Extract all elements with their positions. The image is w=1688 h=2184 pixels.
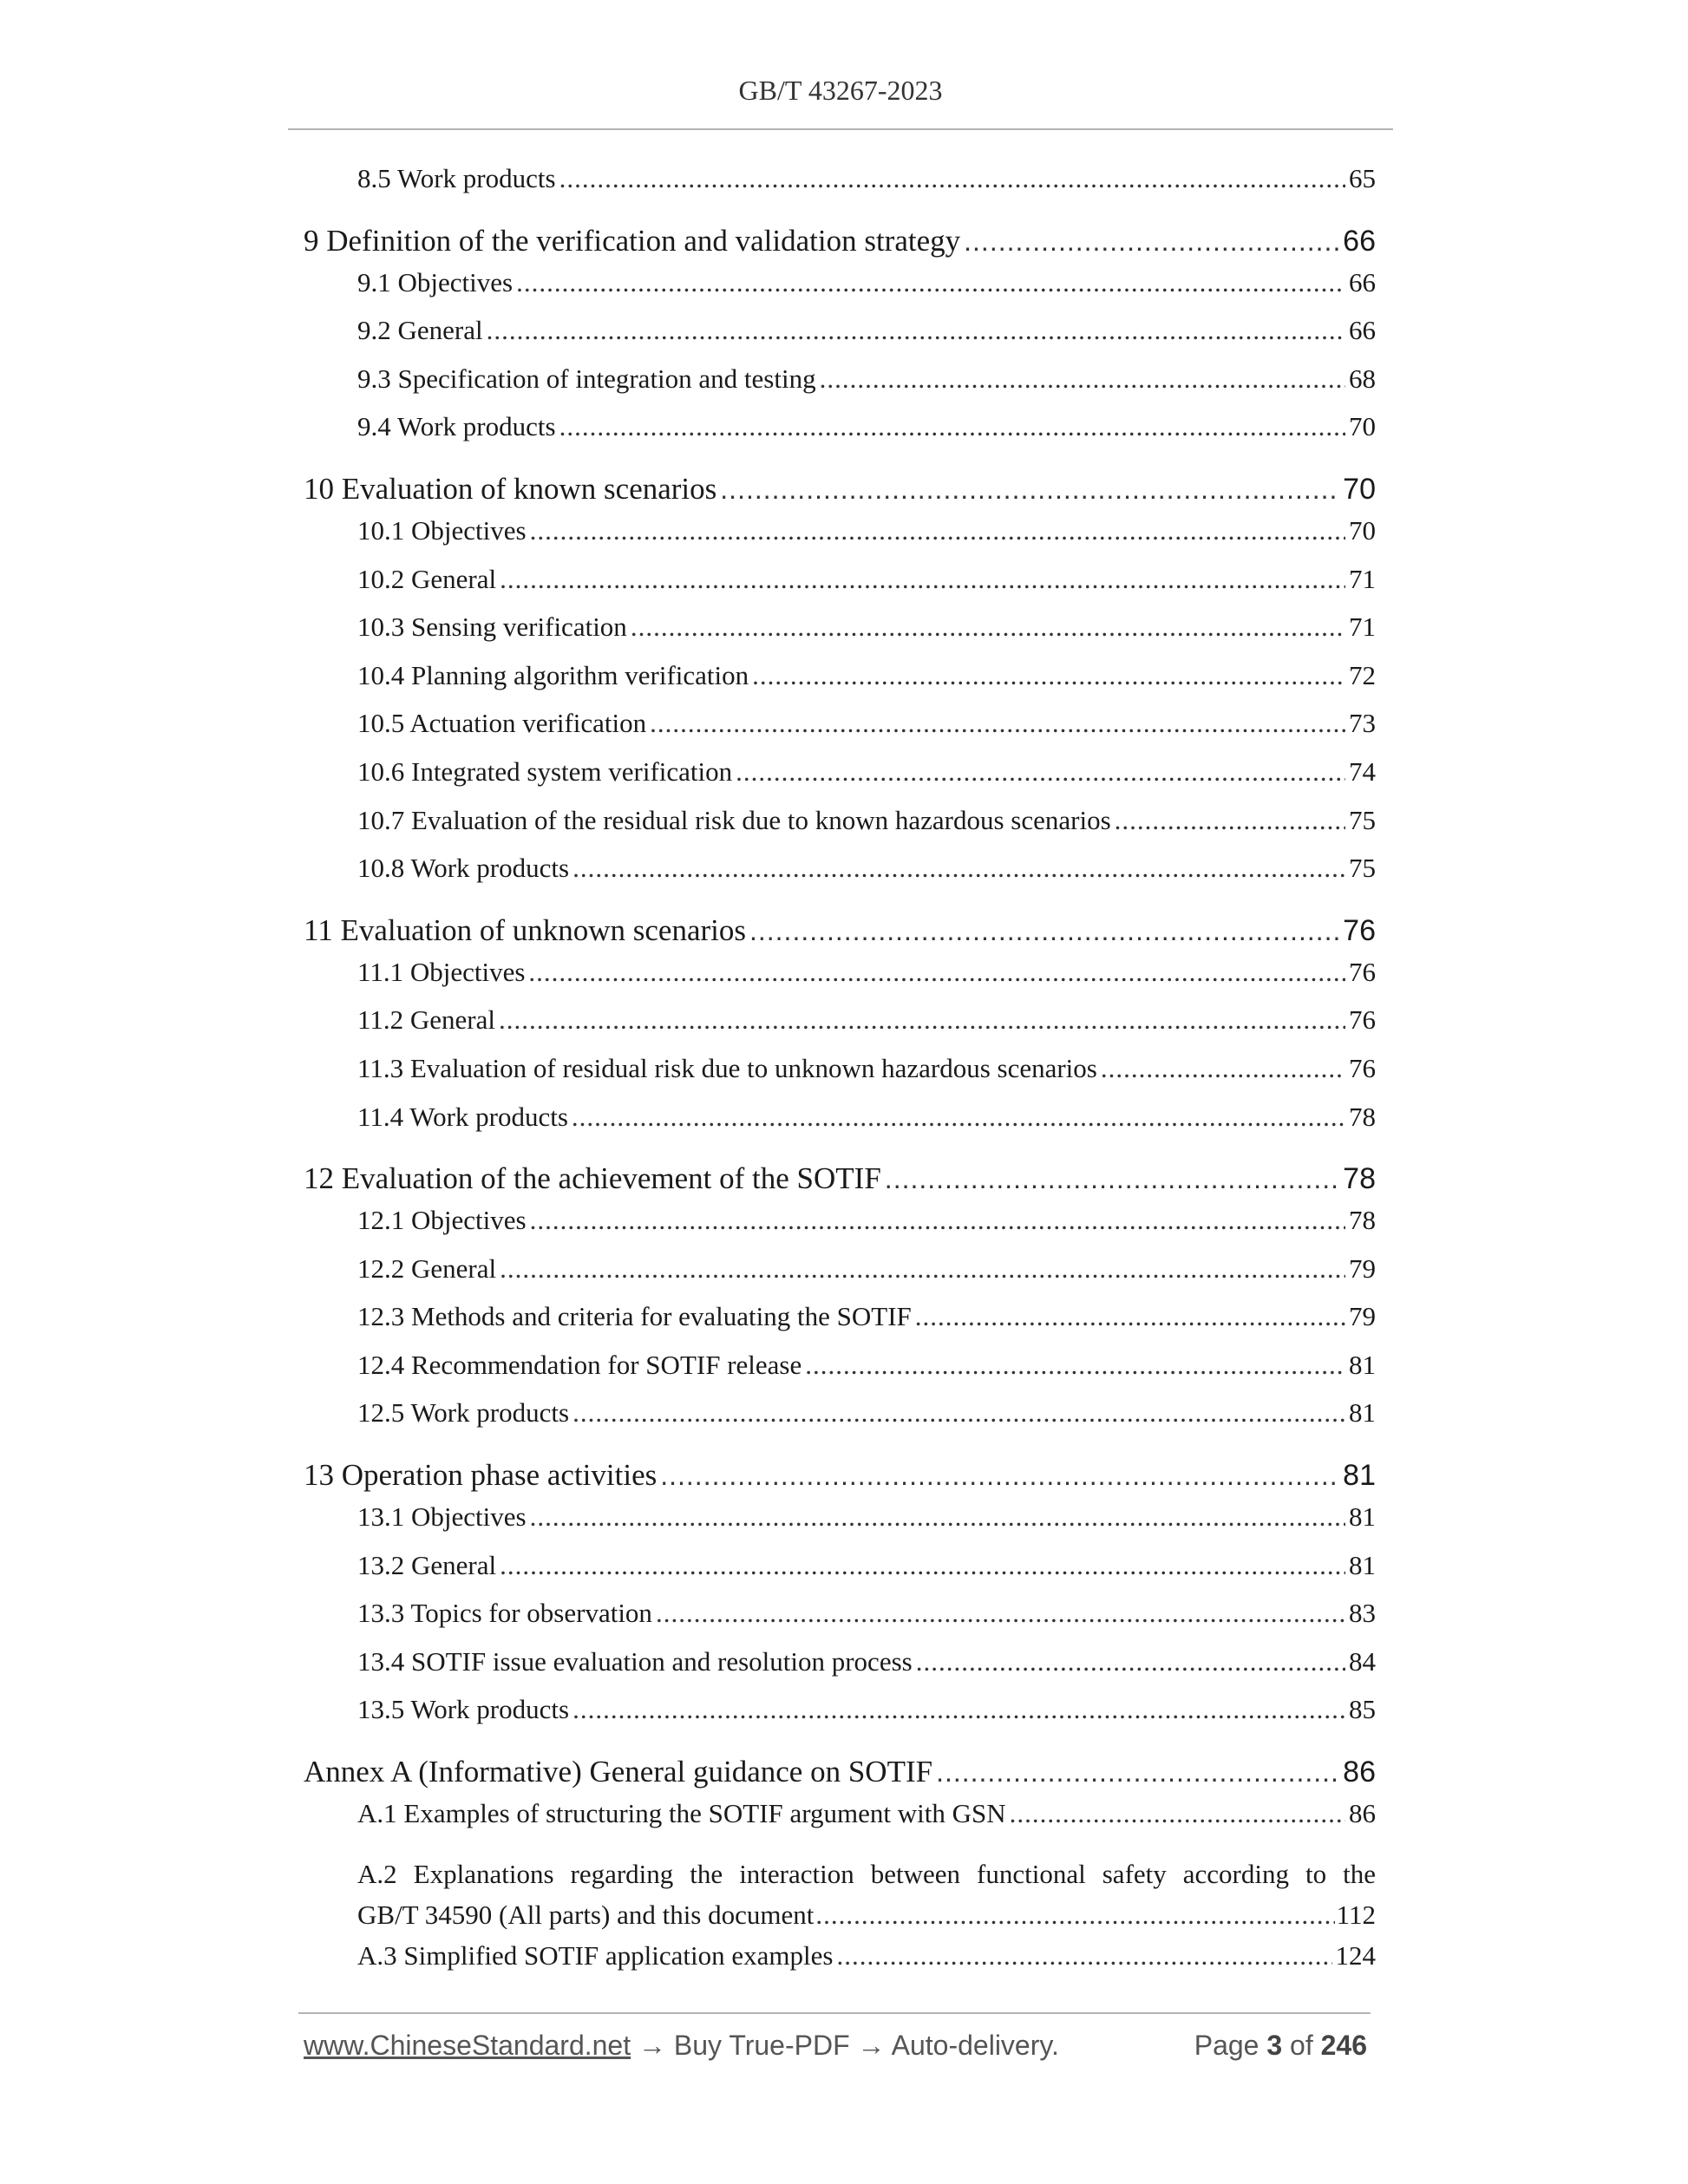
toc-leader-dots bbox=[500, 564, 1345, 595]
toc-entry[interactable] bbox=[304, 1102, 1376, 1150]
toc-chapter-page: 76 bbox=[1343, 913, 1376, 947]
toc-entry-title: A.3 Simplified SOTIF application examples bbox=[357, 1939, 834, 1971]
toc-entry-page: 72 bbox=[1349, 659, 1376, 690]
current-page-number: 3 bbox=[1266, 2030, 1283, 2061]
toc-entry-page: 65 bbox=[1349, 163, 1376, 193]
toc-entry-page: 76 bbox=[1349, 956, 1376, 987]
toc-entry-title-line1: A.2 Explanations regarding the interaction between functional safety according to the bbox=[357, 1858, 1376, 1889]
toc-entry-title: 12.1 Objectives bbox=[357, 1205, 527, 1236]
toc-chapter-page: 70 bbox=[1343, 472, 1376, 506]
toc-entry-page: 71 bbox=[1349, 611, 1376, 643]
page-footer bbox=[304, 2030, 1367, 2073]
toc-entry[interactable] bbox=[304, 411, 1376, 460]
toc-entry-title: 9.4 Work products bbox=[357, 411, 556, 442]
toc-entry-title: 9.1 Objectives bbox=[357, 266, 514, 298]
toc-leader-dots bbox=[936, 1756, 1339, 1788]
toc-entry[interactable] bbox=[304, 267, 1376, 316]
toc-entry-title: 12.2 General bbox=[357, 1252, 497, 1284]
toc-entry-title: 8.5 Work products bbox=[357, 163, 556, 193]
toc-entry-a-3[interactable] bbox=[304, 1940, 1376, 1989]
toc-entry[interactable] bbox=[304, 756, 1376, 805]
toc-leader-dots bbox=[964, 226, 1339, 258]
toc-entry[interactable] bbox=[304, 1350, 1376, 1398]
toc-entry[interactable] bbox=[304, 611, 1376, 660]
toc-leader-dots bbox=[1101, 1053, 1345, 1084]
toc-leader-dots bbox=[736, 756, 1345, 788]
toc-chapter[interactable] bbox=[304, 472, 1376, 515]
page-indicator bbox=[1194, 2030, 1367, 2062]
toc-leader-dots bbox=[499, 1004, 1345, 1036]
toc-entry-a-2[interactable] bbox=[304, 1854, 1376, 1935]
toc-entry-title: 13.2 General bbox=[357, 1549, 497, 1580]
toc-chapter[interactable] bbox=[304, 1755, 1376, 1798]
toc-entry[interactable] bbox=[304, 957, 1376, 1005]
toc-entry-page: 76 bbox=[1349, 1052, 1376, 1083]
toc-leader-dots bbox=[815, 1894, 1334, 1935]
toc-entry-page: 112 bbox=[1336, 1899, 1376, 1930]
toc-entry[interactable] bbox=[304, 853, 1376, 901]
toc-entry-page: 71 bbox=[1349, 563, 1376, 594]
toc-leader-dots bbox=[820, 363, 1345, 395]
toc-leader-dots bbox=[916, 1646, 1345, 1677]
toc-leader-dots bbox=[720, 474, 1339, 506]
toc-leader-dots bbox=[559, 411, 1345, 442]
site-link[interactable]: www.ChineseStandard.net bbox=[304, 2030, 631, 2061]
toc-leader-dots bbox=[915, 1301, 1345, 1332]
toc-chapter[interactable] bbox=[304, 1458, 1376, 1501]
toc-chapter-title: 10 Evaluation of known scenarios bbox=[304, 471, 717, 506]
total-pages: 246 bbox=[1320, 2030, 1367, 2061]
toc-entry-title: 12.5 Work products bbox=[357, 1397, 570, 1429]
toc-entry-page: 70 bbox=[1349, 514, 1376, 546]
toc-leader-dots bbox=[528, 957, 1345, 988]
toc-entry-title: A.1 Examples of structuring the SOTIF argument with GSN bbox=[357, 1798, 1006, 1829]
toc-entry[interactable] bbox=[304, 708, 1376, 756]
toc-leader-dots bbox=[836, 1940, 1331, 1971]
toc-entry-page: 124 bbox=[1335, 1939, 1376, 1971]
toc-entry-page: 86 bbox=[1349, 1798, 1376, 1829]
toc-entry-title: 13.3 Topics for observation bbox=[357, 1598, 652, 1629]
toc-entry[interactable] bbox=[304, 1205, 1376, 1253]
toc-entry-page: 75 bbox=[1349, 853, 1376, 884]
toc-chapter-page: 66 bbox=[1343, 224, 1376, 258]
toc-entry-page: 73 bbox=[1349, 708, 1376, 739]
toc-entry-page: 78 bbox=[1349, 1101, 1376, 1132]
toc-leader-dots bbox=[572, 1694, 1345, 1725]
toc-entry-title: 13.1 Objectives bbox=[357, 1501, 527, 1533]
toc-entry-page: 75 bbox=[1349, 804, 1376, 835]
toc-entry-page: 83 bbox=[1349, 1598, 1376, 1629]
toc-leader-dots bbox=[650, 708, 1345, 739]
toc-entry[interactable] bbox=[304, 805, 1376, 853]
toc-chapter-title: 13 Operation phase activities bbox=[304, 1458, 658, 1493]
toc-chapter-title: 12 Evaluation of the achievement of the SOTIF bbox=[304, 1161, 881, 1196]
toc-entry-page: 81 bbox=[1349, 1397, 1376, 1429]
toc-leader-dots bbox=[572, 853, 1345, 884]
toc-entry-title: 11.4 Work products bbox=[357, 1101, 568, 1132]
toc-entry-title: 11.1 Objectives bbox=[357, 956, 526, 987]
toc-leader-dots bbox=[1010, 1798, 1345, 1829]
toc-entry[interactable] bbox=[304, 1301, 1376, 1350]
toc-entry-title: 9.2 General bbox=[357, 315, 483, 346]
page-word: Page bbox=[1194, 2030, 1259, 2061]
toc-chapter[interactable] bbox=[304, 1161, 1376, 1205]
toc-leader-dots bbox=[660, 1460, 1339, 1492]
toc-entry-title-line2: GB/T 34590 (All parts) and this document bbox=[357, 1899, 815, 1930]
toc-leader-dots bbox=[516, 267, 1345, 298]
toc-chapter-title: Annex A (Informative) General guidance on SOTIF bbox=[304, 1755, 933, 1789]
toc-entry-title: 10.6 Integrated system verification bbox=[357, 755, 733, 787]
toc-entry-page: 81 bbox=[1349, 1349, 1376, 1380]
toc-entry-title: 10.3 Sensing verification bbox=[357, 611, 627, 643]
toc-entry-title: 10.4 Planning algorithm verification bbox=[357, 659, 749, 690]
toc-entry-page: 70 bbox=[1349, 411, 1376, 442]
toc-leader-dots bbox=[572, 1397, 1345, 1429]
toc-entry[interactable] bbox=[304, 564, 1376, 612]
header-divider bbox=[288, 128, 1393, 130]
footer-divider bbox=[298, 2012, 1371, 2014]
toc-entry[interactable] bbox=[304, 1694, 1376, 1743]
toc-entry[interactable] bbox=[304, 363, 1376, 412]
toc-entry-title: 10.5 Actuation verification bbox=[357, 708, 647, 739]
toc-leader-dots bbox=[500, 1550, 1345, 1581]
toc-leader-dots bbox=[559, 163, 1345, 194]
toc-entry-page: 85 bbox=[1349, 1694, 1376, 1725]
table-of-contents bbox=[304, 163, 1376, 1988]
toc-entry-title: 13.4 SOTIF issue evaluation and resolution process bbox=[357, 1645, 913, 1677]
toc-entry[interactable] bbox=[304, 1598, 1376, 1646]
document-id-header: GB/T 43267-2023 bbox=[738, 75, 943, 106]
toc-entry-title: 10.8 Work products bbox=[357, 853, 570, 884]
toc-chapter[interactable] bbox=[304, 224, 1376, 267]
toc-chapter-page: 86 bbox=[1343, 1756, 1376, 1789]
toc-leader-dots bbox=[1115, 805, 1345, 836]
toc-entry-title: 10.1 Objectives bbox=[357, 514, 527, 546]
toc-entry-page: 66 bbox=[1349, 315, 1376, 346]
toc-entry[interactable] bbox=[304, 1397, 1376, 1446]
toc-entry[interactable] bbox=[304, 1646, 1376, 1695]
of-word: of bbox=[1290, 2030, 1313, 2061]
toc-entry-page: 68 bbox=[1349, 363, 1376, 394]
toc-entry-title: 12.3 Methods and criteria for evaluating the SOTIF bbox=[357, 1301, 912, 1332]
toc-entry-title: 10.2 General bbox=[357, 563, 497, 594]
toc-entry-title: 9.3 Specification of integration and testing bbox=[357, 363, 816, 394]
toc-entry-page: 84 bbox=[1349, 1645, 1376, 1677]
toc-entry[interactable] bbox=[304, 315, 1376, 363]
toc-chapter-page: 81 bbox=[1343, 1459, 1376, 1493]
toc-leader-dots bbox=[631, 611, 1345, 643]
toc-entry-page: 81 bbox=[1349, 1501, 1376, 1533]
toc-entry-page: 66 bbox=[1349, 266, 1376, 298]
toc-leader-dots bbox=[805, 1350, 1345, 1381]
toc-chapter-title: 9 Definition of the verification and validation strategy bbox=[304, 223, 961, 258]
toc-leader-dots bbox=[530, 515, 1345, 546]
toc-entry-page: 76 bbox=[1349, 1004, 1376, 1036]
toc-entry-title: 11.3 Evaluation of residual risk due to unknown hazardous scenarios bbox=[357, 1052, 1097, 1083]
toc-entry-8-5[interactable] bbox=[304, 163, 1376, 212]
toc-entry[interactable] bbox=[304, 1798, 1376, 1847]
toc-leader-dots bbox=[500, 1253, 1345, 1285]
toc-leader-dots bbox=[487, 315, 1345, 346]
toc-leader-dots bbox=[752, 660, 1345, 691]
toc-leader-dots bbox=[530, 1501, 1345, 1533]
toc-entry[interactable] bbox=[304, 1053, 1376, 1102]
toc-leader-dots bbox=[572, 1102, 1345, 1133]
toc-entry-title: 13.5 Work products bbox=[357, 1694, 570, 1725]
toc-entry[interactable] bbox=[304, 515, 1376, 564]
toc-entry-page: 81 bbox=[1349, 1549, 1376, 1580]
toc-leader-dots bbox=[749, 915, 1339, 947]
toc-leader-dots bbox=[885, 1163, 1339, 1195]
toc-leader-dots bbox=[530, 1205, 1345, 1236]
toc-entry-page: 74 bbox=[1349, 755, 1376, 787]
toc-leader-dots bbox=[656, 1598, 1345, 1629]
toc-chapter-title: 11 Evaluation of unknown scenarios bbox=[304, 912, 746, 947]
footer-tagline: → Buy True-PDF → Auto-delivery. bbox=[631, 2030, 1059, 2061]
toc-chapter-page: 78 bbox=[1343, 1162, 1376, 1196]
toc-entry-page: 78 bbox=[1349, 1205, 1376, 1236]
toc-entry[interactable] bbox=[304, 1501, 1376, 1550]
toc-entry[interactable] bbox=[304, 1004, 1376, 1053]
toc-entry[interactable] bbox=[304, 1253, 1376, 1302]
toc-entry-page: 79 bbox=[1349, 1252, 1376, 1284]
toc-chapter[interactable] bbox=[304, 913, 1376, 957]
toc-entry-title: 10.7 Evaluation of the residual risk due to known hazardous scenarios bbox=[357, 804, 1111, 835]
toc-entry-title: 12.4 Recommendation for SOTIF release bbox=[357, 1349, 802, 1380]
toc-entry-title: 11.2 General bbox=[357, 1004, 495, 1036]
toc-entry[interactable] bbox=[304, 660, 1376, 709]
toc-entry-page: 79 bbox=[1349, 1301, 1376, 1332]
toc-entry[interactable] bbox=[304, 1550, 1376, 1599]
